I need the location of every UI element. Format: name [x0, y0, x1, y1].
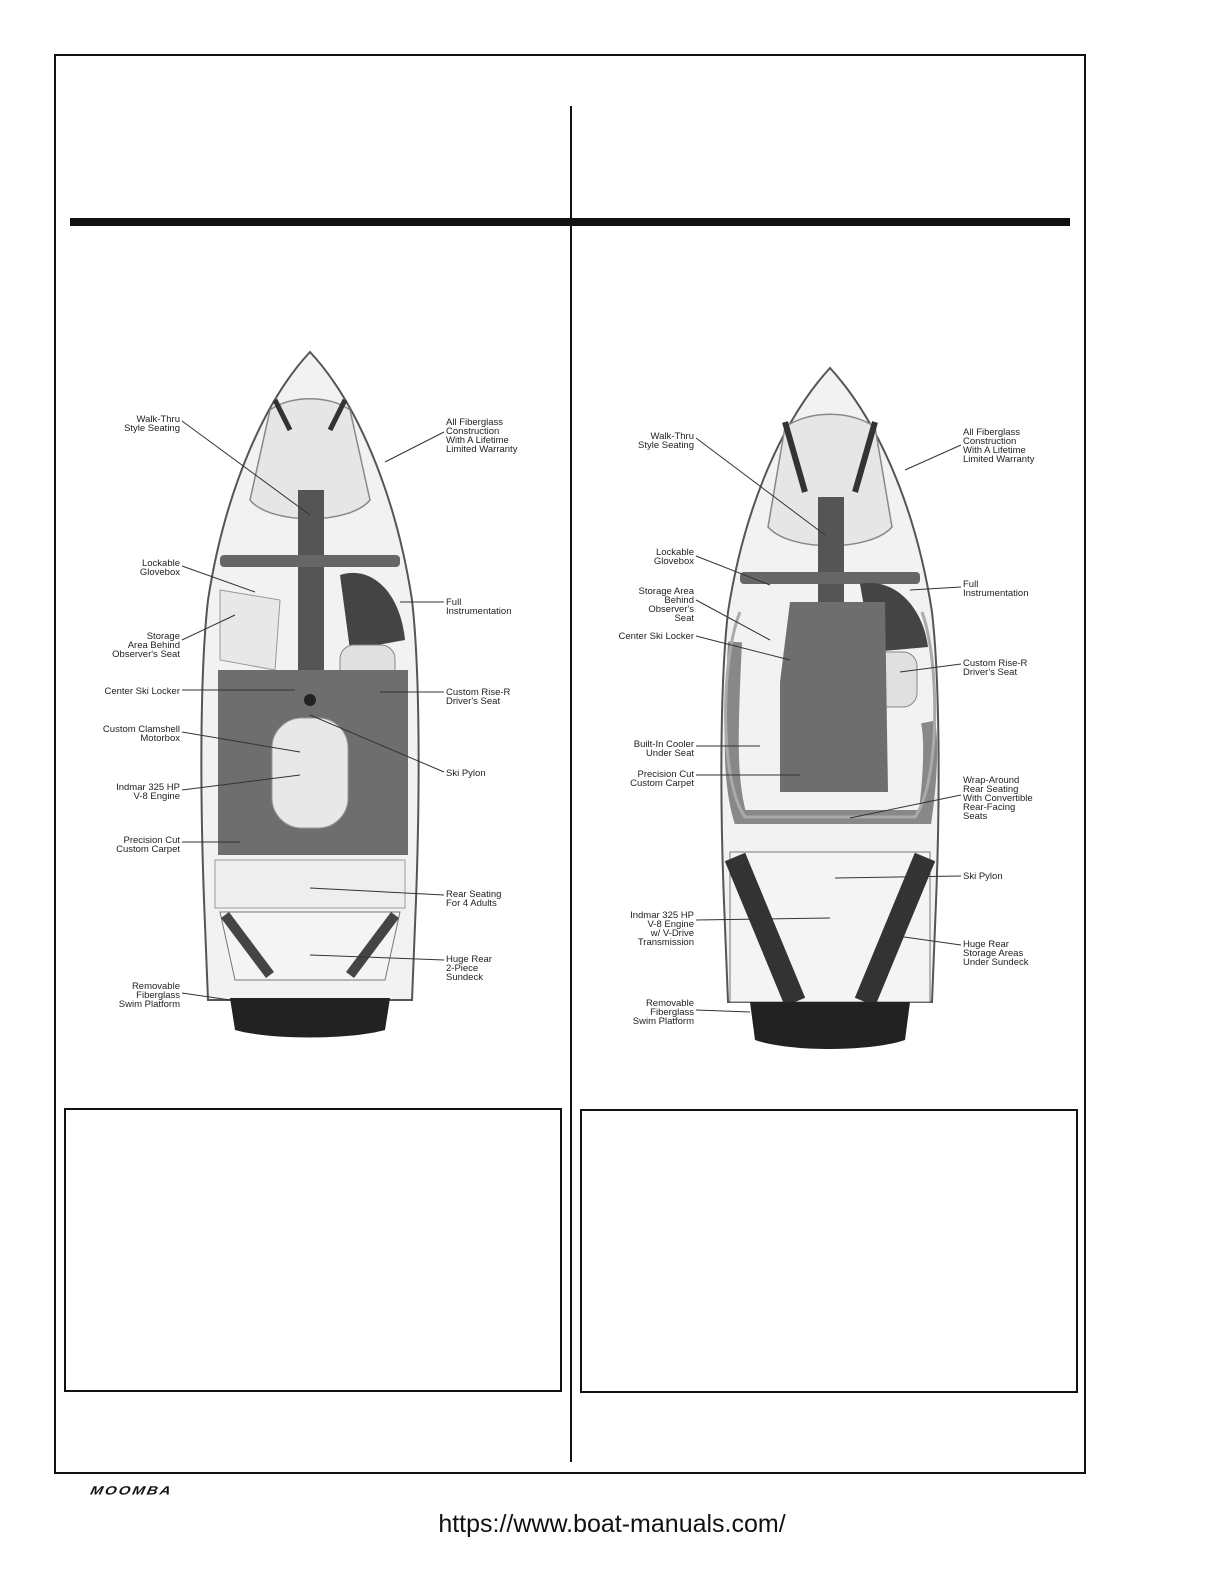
right-label-drivers-seat: Custom Rise-R Driver's Seat: [963, 658, 1028, 678]
right-label-pylon: Ski Pylon: [963, 871, 1003, 882]
left-label-instrumentation: Full Instrumentation: [446, 597, 512, 617]
right-label-storage-rear: Huge Rear Storage Areas Under Sundeck: [963, 939, 1029, 968]
left-label-carpet: Precision Cut Custom Carpet: [116, 835, 180, 855]
right-label-cooler: Built-In Cooler Under Seat: [633, 739, 694, 759]
right-label-walk-thru: Walk-Thru Style Seating: [638, 431, 694, 451]
right-label-carpet: Precision Cut Custom Carpet: [630, 769, 694, 789]
left-label-ski-locker: Center Ski Locker: [104, 686, 180, 697]
right-label-storage: Storage Area Behind Observer's Seat: [638, 586, 694, 624]
moomba-logo: MOOMBA: [89, 1484, 174, 1498]
right-label-instrumentation: Full Instrumentation: [963, 579, 1029, 599]
left-label-motorbox: Custom Clamshell Motorbox: [102, 724, 180, 744]
footer-url[interactable]: https://www.boat-manuals.com/: [438, 1510, 786, 1538]
left-label-glovebox: Lockable Glovebox: [139, 558, 180, 578]
left-label-swim-platform: Removable Fiberglass Swim Platform: [118, 981, 180, 1010]
right-label-ski-locker: Center Ski Locker: [618, 631, 694, 642]
right-text-box: [580, 1109, 1078, 1393]
left-label-pylon: Ski Pylon: [446, 768, 486, 779]
right-label-swim-platform: Removable Fiberglass Swim Platform: [632, 998, 694, 1027]
left-label-engine: Indmar 325 HP V-8 Engine: [116, 782, 180, 802]
right-label-wrap-seating: Wrap-Around Rear Seating With Convertible Rear-Facing Seats: [963, 775, 1033, 822]
right-label-glovebox: Lockable Glovebox: [653, 547, 694, 567]
left-label-sundeck: Huge Rear 2-Piece Sundeck: [446, 954, 492, 983]
left-label-drivers-seat: Custom Rise-R Driver's Seat: [446, 687, 511, 707]
left-label-fiberglass: All Fiberglass Construction With A Lifetime Limited Warranty: [446, 417, 518, 455]
left-label-walk-thru: Walk-Thru Style Seating: [124, 414, 180, 434]
left-text-box: [64, 1108, 562, 1392]
left-label-rear-seating: Rear Seating For 4 Adults: [446, 889, 502, 909]
right-label-engine: Indmar 325 HP V-8 Engine w/ V-Drive Transmission: [630, 910, 694, 948]
left-label-storage: Storage Area Behind Observer's Seat: [112, 631, 180, 660]
right-label-fiberglass: All Fiberglass Construction With A Lifetime Limited Warranty: [963, 427, 1035, 465]
